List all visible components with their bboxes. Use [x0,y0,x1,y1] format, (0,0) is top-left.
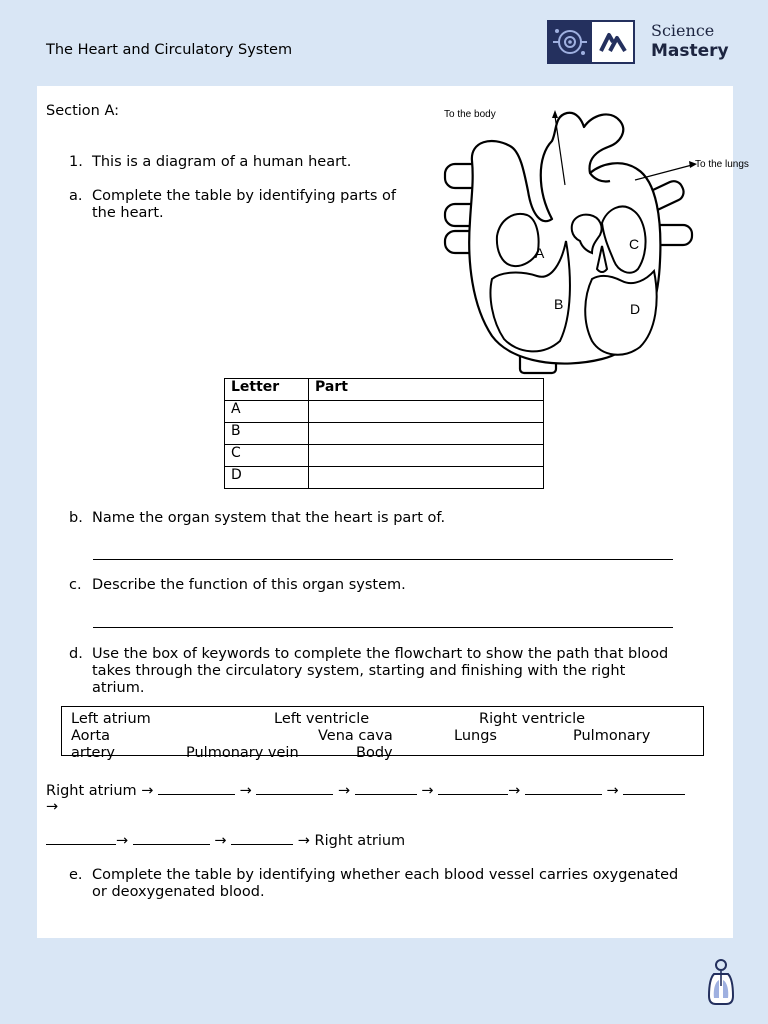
diagram-label-c: C [629,236,640,252]
arrow-icon: → [508,783,521,799]
table-cell-letter: A [225,401,309,423]
question-d-line2: takes through the circulatory system, starting and finishing with the right [92,663,626,679]
question-b-text: Name the organ system that the heart is part of. [92,510,446,526]
table-cell-part-answer[interactable] [309,467,544,489]
logo-text-mastery: Mastery [651,41,729,61]
question-d-line1: Use the box of keywords to complete the flowchart to show the path that blood [92,646,669,662]
arrow-icon: → [239,783,252,799]
table-cell-letter: D [225,467,309,489]
arrow-icon: → [297,833,310,849]
keyword-vena-cava: Vena cava [318,728,393,744]
heart-diagram [442,101,749,376]
flowchart-blank[interactable] [623,782,685,795]
flowchart-blank[interactable] [355,782,417,795]
arrow-icon: → [116,833,129,849]
atom-icon [549,22,592,62]
question-e-number: e. [69,867,83,883]
diagram-label-a: A [535,245,545,261]
table-cell-letter: C [225,445,309,467]
table-header-part: Part [309,379,544,401]
question-e-line2: or deoxygenated blood. [92,884,265,900]
flowchart-blank[interactable] [46,832,116,845]
worksheet-page [37,86,749,938]
table-row [225,445,544,467]
to-lungs-label: To the lungs [695,159,749,170]
keyword-left-atrium: Left atrium [71,711,151,727]
diagram-label-b: B [554,296,564,312]
table-cell-part-answer[interactable] [309,423,544,445]
keyword-right-ventricle: Right ventricle [479,711,586,727]
table-row [225,401,544,423]
question-d-line3: atrium. [92,680,145,696]
header-title: The Heart and Circulatory System [46,42,293,58]
table-row [225,467,544,489]
answer-line-b[interactable] [93,559,673,560]
question-c-text: Describe the function of this organ system. [92,577,406,593]
flowchart-blank[interactable] [158,782,235,795]
question-1-text: This is a diagram of a human heart. [92,154,352,170]
arrow-icon: → [214,833,227,849]
arrow-icon: → [46,799,59,815]
question-a-number: a. [69,188,83,204]
keyword-artery: artery [71,745,115,761]
flowchart-blank[interactable] [133,832,210,845]
table-header-letter: Letter [225,379,309,401]
keyword-aorta: Aorta [71,728,111,744]
flowchart-wrap-arrow [46,799,58,815]
question-a-line2: the heart. [92,205,164,221]
parts-table [224,378,544,489]
flowchart-line-2 [46,832,405,849]
flowchart-blank[interactable] [525,782,602,795]
question-d-number: d. [69,646,83,662]
table-cell-part-answer[interactable] [309,401,544,423]
flowchart-line-1 [46,782,685,799]
flowchart-start: Right atrium [46,783,137,799]
question-c-number: c. [69,577,82,593]
diagram-label-d: D [630,301,641,317]
flowchart-end: Right atrium [314,833,406,849]
respiratory-system-icon [706,958,736,1006]
keyword-lungs: Lungs [454,728,497,744]
logo-badge [547,20,635,64]
flowchart-blank[interactable] [438,782,508,795]
question-a-line1: Complete the table by identifying parts of [92,188,397,204]
arrow-icon: → [338,783,351,799]
keyword-box [61,706,704,761]
science-mastery-logo [547,20,747,66]
arrow-icon: → [606,783,619,799]
keyword-pulmonary-vein: Pulmonary vein [186,745,299,761]
table-cell-part-answer[interactable] [309,445,544,467]
question-1-number: 1. [69,154,83,170]
section-label: Section A: [46,103,120,119]
table-cell-letter: B [225,423,309,445]
flowchart-blank[interactable] [231,832,293,845]
logo-text-science: Science [651,21,715,40]
keyword-body: Body [356,745,393,761]
keyword-left-ventricle: Left ventricle [274,711,370,727]
to-body-label: To the body [444,109,496,120]
answer-line-c[interactable] [93,627,673,628]
arrow-icon: → [141,783,154,799]
question-e-line1: Complete the table by identifying whether each blood vessel carries oxygenated [92,867,679,883]
keyword-pulmonary: Pulmonary [573,728,651,744]
flowchart-blank[interactable] [256,782,333,795]
question-b-number: b. [69,510,83,526]
arrow-icon: → [421,783,434,799]
table-row [225,423,544,445]
mountain-mark-icon [592,22,633,62]
